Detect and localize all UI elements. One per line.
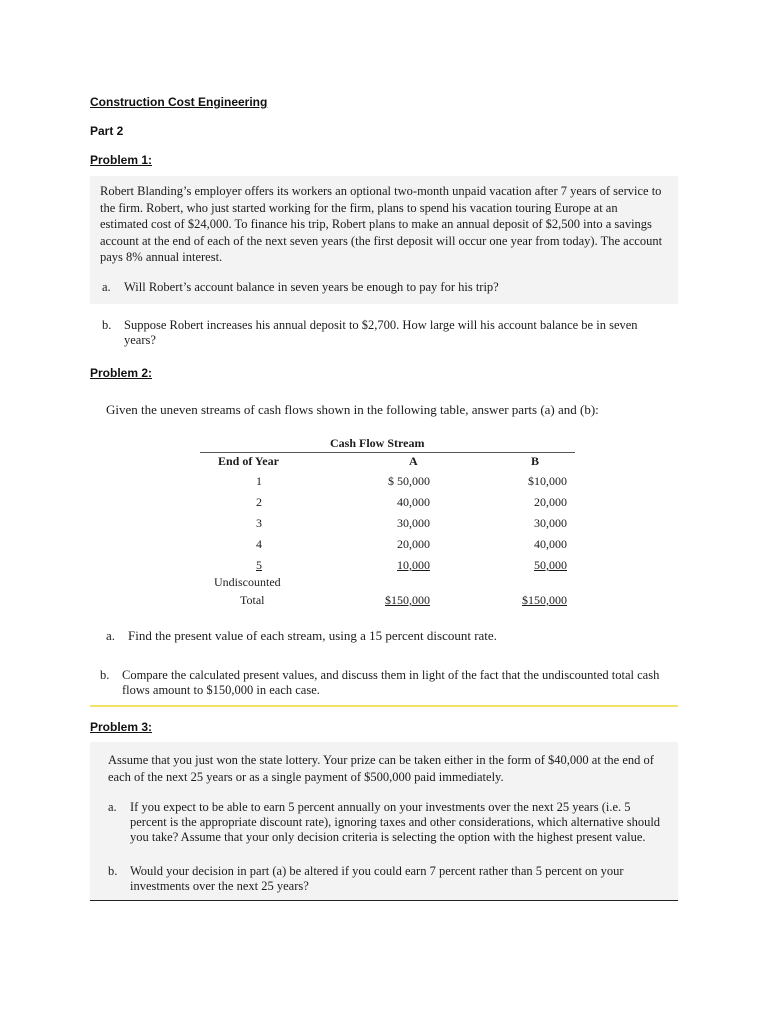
table-row-3-b: 30,000	[534, 516, 567, 530]
problem3-b-text: Would your decision in part (a) be altered if you could earn 7 percent rather than 5 percent on your investments over the next 25 years?	[130, 864, 624, 893]
problem3-part-a	[108, 800, 673, 862]
table-row-2-a: 40,000	[397, 495, 430, 509]
table-row-5-b: 50,000	[534, 558, 567, 572]
problem2-intro: Given the uneven streams of cash flows shown in the following table, answer parts (a) and (b):	[106, 402, 599, 417]
problem2-b-label: b.	[100, 668, 110, 682]
table-row-3-year: 3	[256, 516, 262, 530]
table-row-1-a: $ 50,000	[388, 474, 430, 488]
table-total-b: $150,000	[522, 593, 567, 607]
problem1-intro: Robert Blanding’s employer offers its workers an optional two-month unpaid vacation after 7 years of service to the firm. Robert, who just started working for the firm, plans to spend his vacation touring Europe at an estimated cost of $24,000. To finance his trip, Robert plans to make an annual deposit of $2,500 into a savings account at the end of each of the next seven years (the first deposit will occur one year from today). The account pays 8% annual interest.	[100, 184, 663, 264]
part-label: Part 2	[90, 124, 124, 138]
problem2-divider	[90, 705, 678, 707]
table-col-year: End of Year	[218, 454, 279, 468]
problem3-intro: Assume that you just won the state lottery. Your prize can be taken either in the form of $40,000 at the end of each of the next 25 years or as a single payment of $500,000 paid immediately.	[108, 753, 654, 784]
problem1-part-a	[102, 280, 662, 298]
problem2-heading: Problem 2:	[90, 366, 153, 380]
table-row-1-year: 1	[256, 474, 262, 488]
problem3-a-text: If you expect to be able to earn 5 percent annually on your investments over the next 25 years (i.e. 5 percent is the appropriate discount rate), ignoring taxes and other considerations, which alternative should you take? Assume that your only decision criteria is selecting the option with the highest present value.	[130, 800, 661, 844]
table-col-a: A	[409, 454, 418, 468]
table-total-label-2: Total	[240, 593, 265, 607]
problem2-part-b	[100, 668, 680, 700]
problem3-heading: Problem 3:	[90, 720, 153, 734]
problem3-part-b	[108, 864, 673, 896]
table-row-4-a: 20,000	[397, 537, 430, 551]
problem1-a-text: Will Robert’s account balance in seven years be enough to pay for his trip?	[124, 280, 499, 294]
problem2-part-a	[106, 628, 696, 646]
table-row-5-a: 10,000	[397, 558, 430, 572]
table-total-a: $150,000	[385, 593, 430, 607]
table-row-3-a: 30,000	[397, 516, 430, 530]
table-row-5-year: 5	[256, 558, 262, 572]
cash-flow-table	[200, 434, 575, 614]
table-col-b: B	[531, 454, 540, 468]
table-row-2-b: 20,000	[534, 495, 567, 509]
problem3-a-label: a.	[108, 800, 117, 814]
problem3-bottom-rule	[90, 900, 678, 901]
problem1-part-b	[102, 318, 672, 350]
table-row-1-b: $10,000	[528, 474, 567, 488]
table-group-header: Cash Flow Stream	[330, 436, 425, 450]
problem1-a-label: a.	[102, 280, 111, 294]
problem2-b-text: Compare the calculated present values, and discuss them in light of the fact that the undiscounted total cash flows amount to $150,000 in each case.	[122, 668, 660, 697]
problem1-b-label: b.	[102, 318, 112, 332]
document-title: Construction Cost Engineering	[90, 95, 268, 109]
table-row-2-year: 2	[256, 495, 262, 509]
problem3-b-label: b.	[108, 864, 118, 878]
table-total-label-1: Undiscounted	[214, 575, 281, 589]
problem2-a-text: Find the present value of each stream, using a 15 percent discount rate.	[128, 628, 497, 643]
problem2-a-label: a.	[106, 628, 116, 643]
problem1-heading: Problem 1:	[90, 153, 153, 167]
table-row-4-year: 4	[256, 537, 262, 551]
table-row-4-b: 40,000	[534, 537, 567, 551]
problem1-b-text: Suppose Robert increases his annual deposit to $2,700. How large will his account balance be in seven years?	[124, 318, 638, 347]
